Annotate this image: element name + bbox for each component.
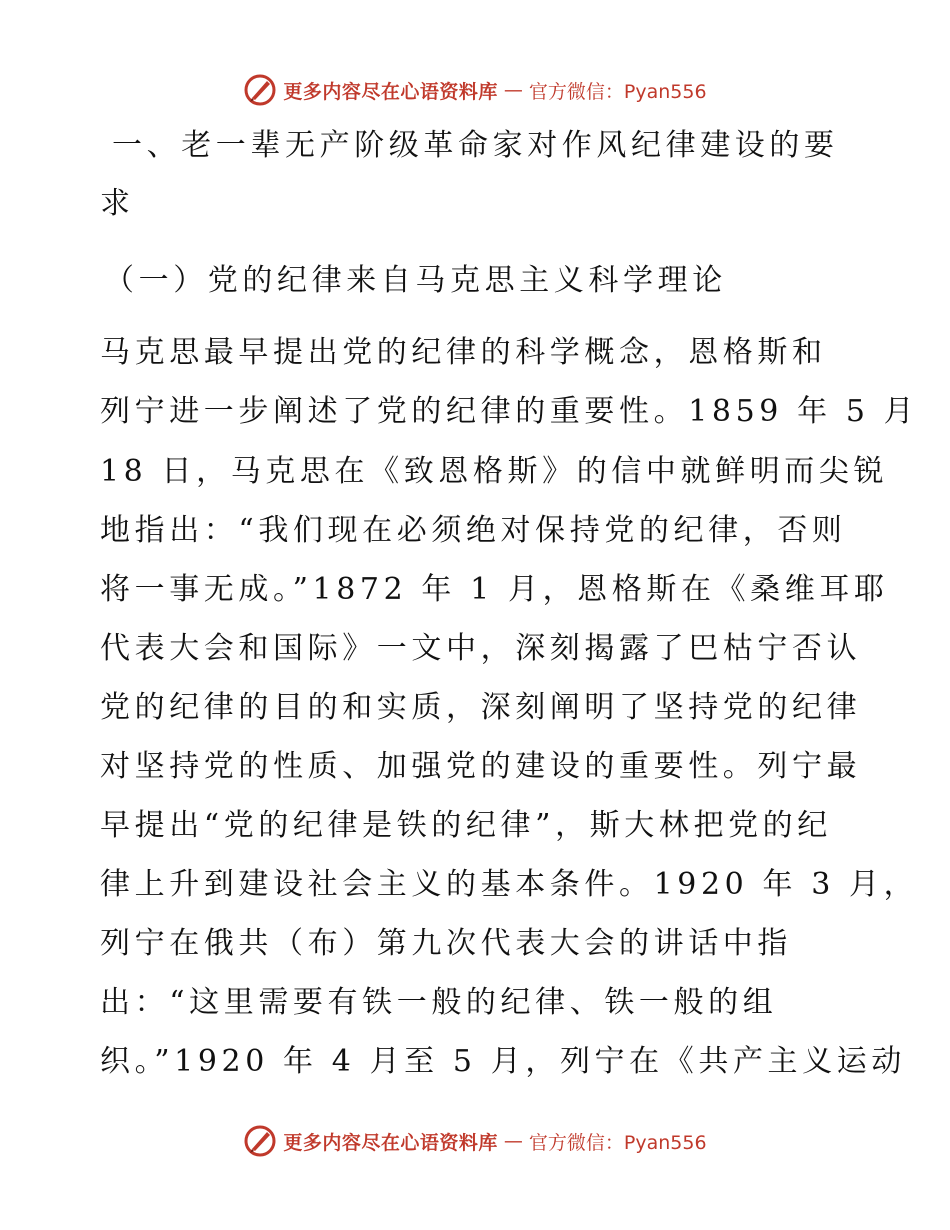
paragraph-line-3: 18 日，马克思在《致恩格斯》的信中就鲜明而尖锐 xyxy=(100,454,889,489)
paragraph-line-11: 列宁在俄共（布）第九次代表大会的讲话中指 xyxy=(100,926,792,961)
paragraph-line-8: 对坚持党的性质、加强党的建设的重要性。列宁最 xyxy=(100,749,862,784)
quill-pen-logo-icon xyxy=(243,73,277,107)
paragraph-line-10: 律上升到建设社会主义的基本条件。1920 年 3 月， xyxy=(100,867,919,902)
watermark-brand: 更多内容尽在心语资料库 xyxy=(283,80,498,103)
watermark-separator: — xyxy=(503,79,523,101)
paragraph-line-5: 将一事无成。”1872 年 1 月，恩格斯在《桑维耳耶 xyxy=(100,572,889,607)
quill-pen-logo-icon xyxy=(243,1124,277,1158)
watermark-separator: — xyxy=(503,1130,523,1152)
section-heading-line-1: 一、老一辈无产阶级革命家对作风纪律建设的要 xyxy=(112,128,839,163)
watermark-contact: 官方微信：Pyan556 xyxy=(528,1131,707,1154)
paragraph-line-12: 出：“这里需要有铁一般的纪律、铁一般的组 xyxy=(100,985,778,1020)
watermark-contact: 官方微信：Pyan556 xyxy=(528,80,707,103)
paragraph-line-2: 列宁进一步阐述了党的纪律的重要性。1859 年 5 月 xyxy=(100,394,919,429)
section-heading-line-2: 求 xyxy=(100,186,135,221)
footer-watermark xyxy=(0,1121,950,1161)
paragraph-line-4: 地指出：“我们现在必须绝对保持党的纪律，否则 xyxy=(100,513,847,548)
header-watermark xyxy=(0,70,950,110)
paragraph-line-1: 马克思最早提出党的纪律的科学概念，恩格斯和 xyxy=(100,335,827,370)
paragraph-line-13: 织。”1920 年 4 月至 5 月，列宁在《共产主义运动 xyxy=(100,1044,906,1079)
paragraph-line-9: 早提出“党的纪律是铁的纪律”，斯大林把党的纪 xyxy=(100,808,832,843)
paragraph-line-7: 党的纪律的目的和实质，深刻阐明了坚持党的纪律 xyxy=(100,690,862,725)
watermark-brand: 更多内容尽在心语资料库 xyxy=(283,1131,498,1154)
subsection-heading: （一）党的纪律来自马克思主义科学理论 xyxy=(104,263,727,298)
paragraph-line-6: 代表大会和国际》一文中，深刻揭露了巴枯宁否认 xyxy=(100,631,862,666)
